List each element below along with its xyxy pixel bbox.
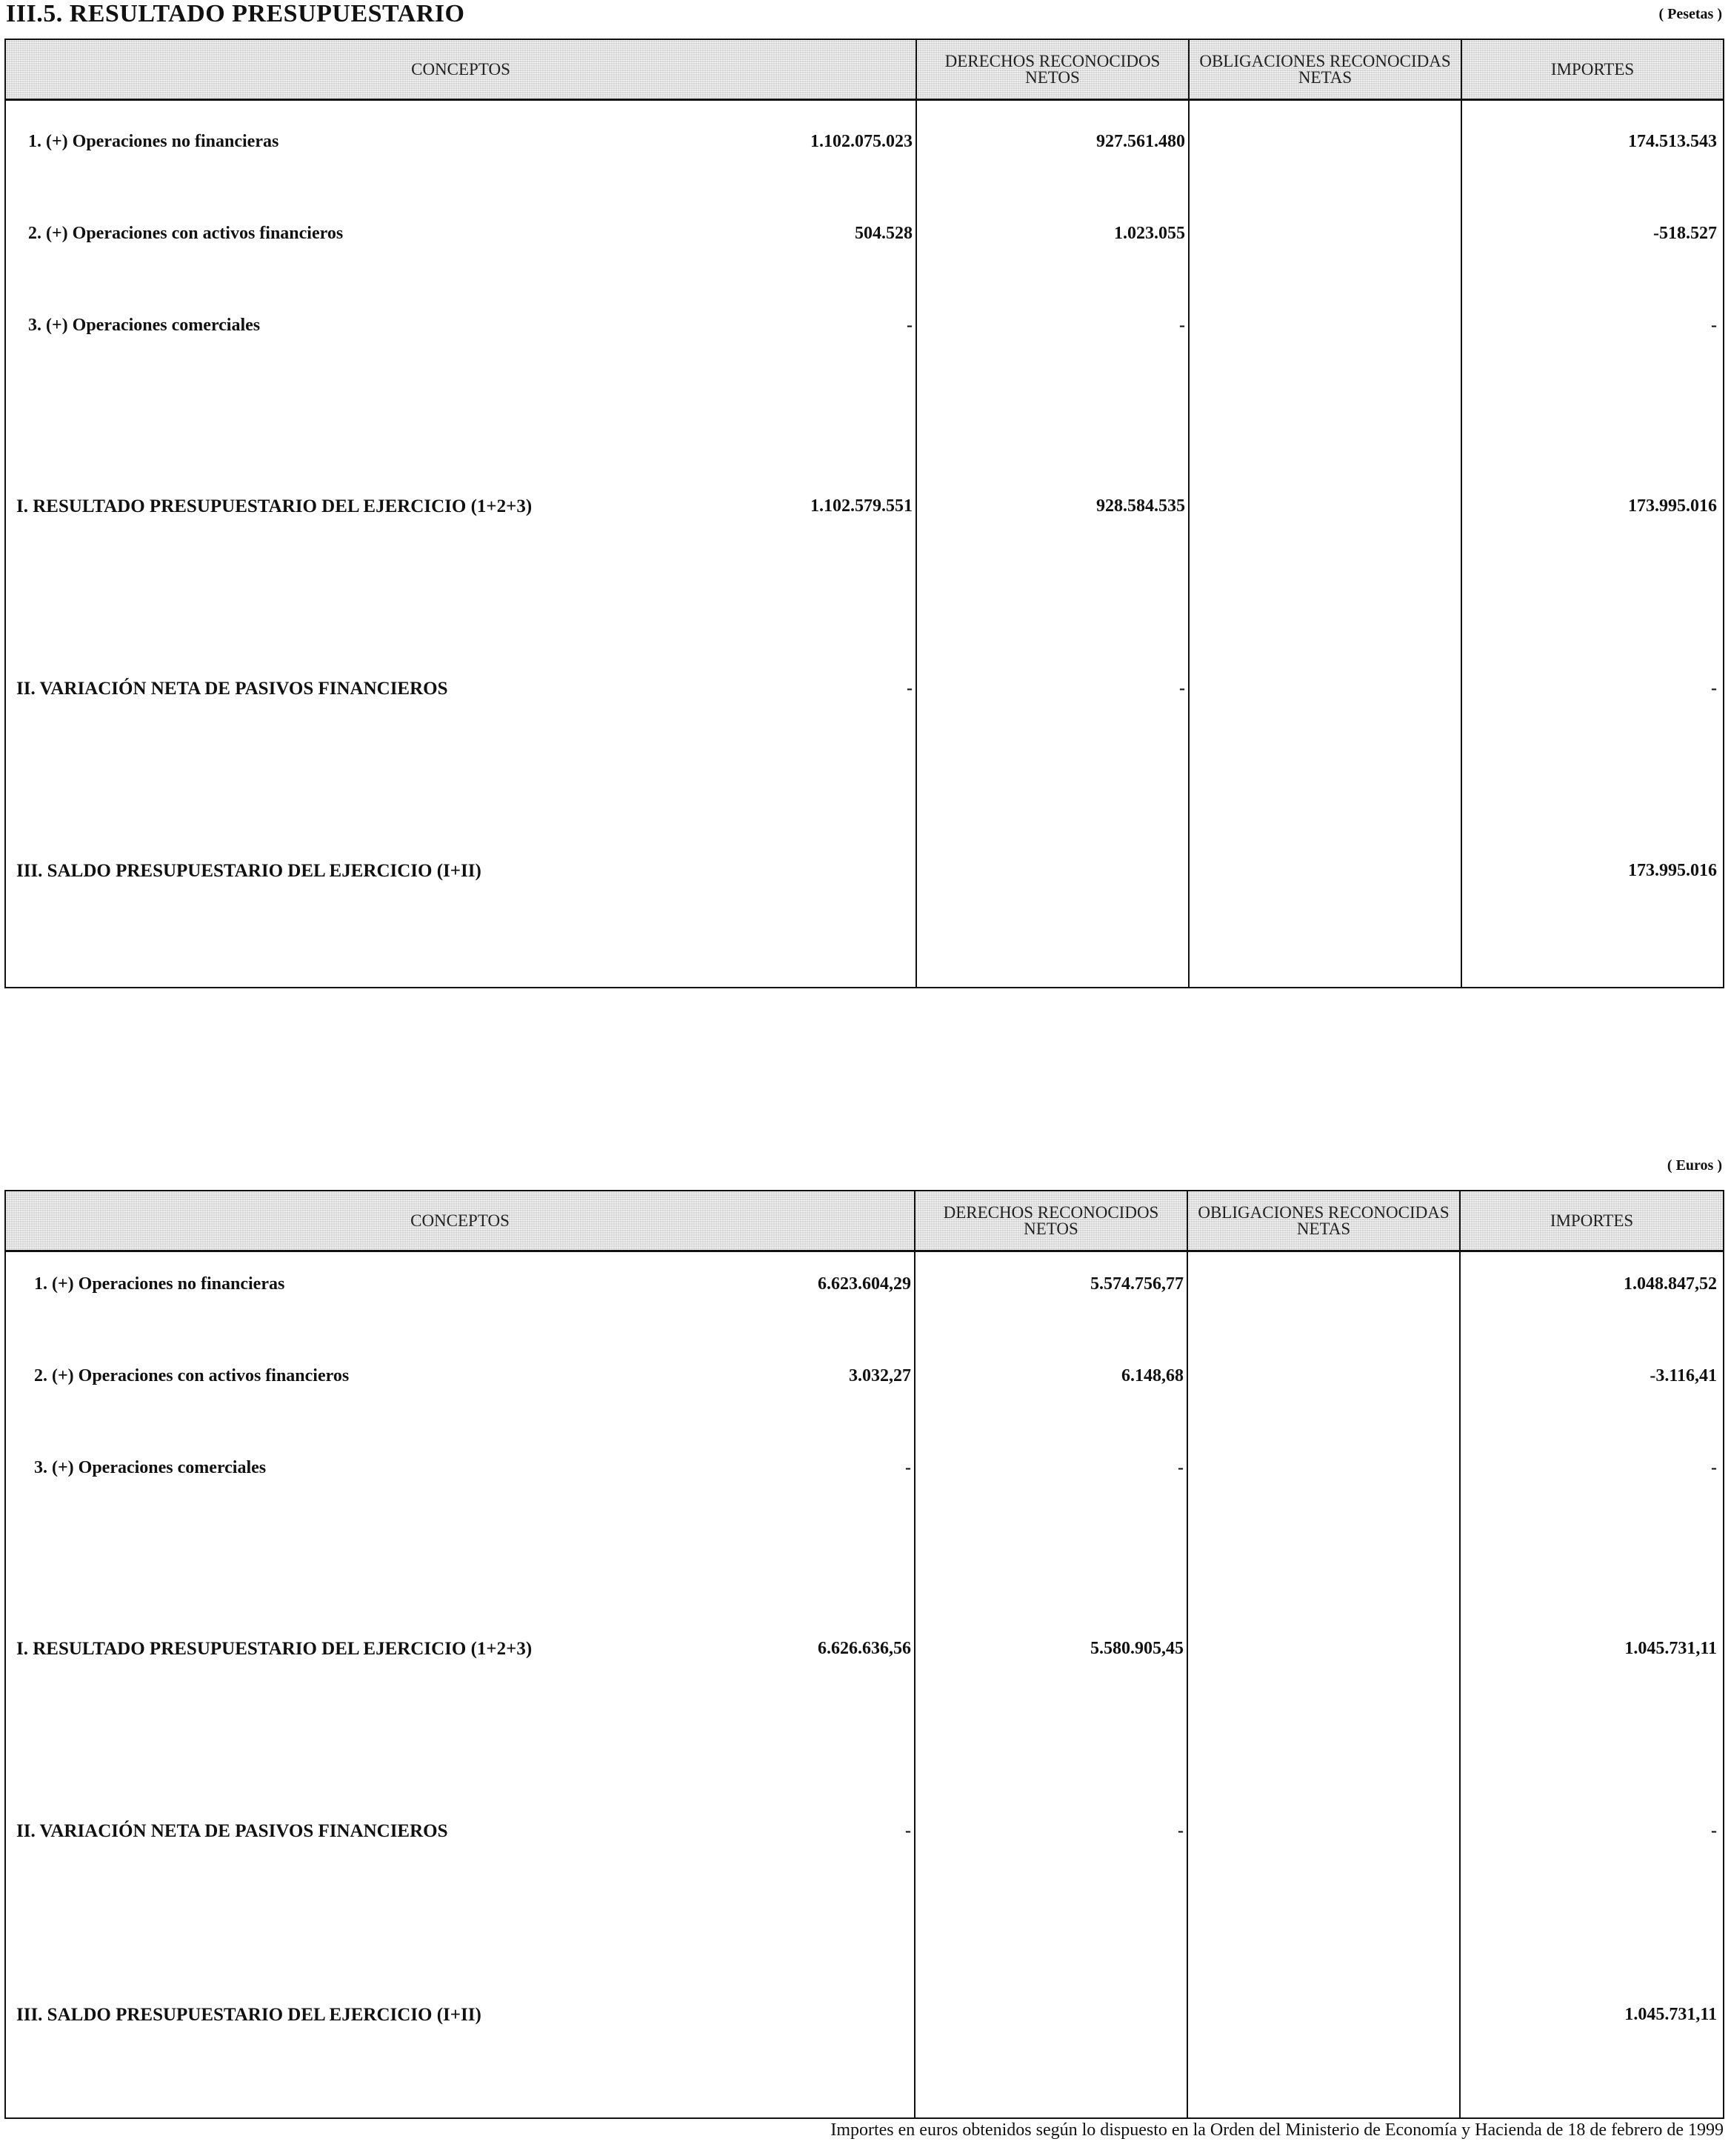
- budget-table-pesetas: [4, 39, 1724, 988]
- importes-value: -: [1711, 316, 1717, 335]
- importes-value: -: [1711, 1821, 1717, 1840]
- derechos-value: 504.528: [855, 224, 913, 243]
- budget-table-euros: [4, 1190, 1724, 2119]
- footnote: Importes en euros obtenidos según lo dispuesto en la Orden del Ministerio de Economía y Hacienda de 18 de febrero de 1999: [830, 2120, 1724, 2140]
- column-divider: [914, 1191, 915, 2117]
- table-unit-pesetas: ( Pesetas ): [1658, 6, 1722, 22]
- derechos-value: 6.623.604,29: [818, 1274, 911, 1294]
- row-label: I. RESULTADO PRESUPUESTARIO DEL EJERCICIO (1+2+3): [16, 1639, 533, 1659]
- column-header-conceptos: CONCEPTOS: [410, 1211, 510, 1230]
- row-label: II. VARIACIÓN NETA DE PASIVOS FINANCIEROS: [16, 1821, 448, 1841]
- column-header-derechos: DERECHOS RECONOCIDOS NETOS: [944, 51, 1161, 87]
- importes-value: 1.048.847,52: [1624, 1274, 1717, 1294]
- column-header-importes: IMPORTES: [1550, 59, 1635, 79]
- obligaciones-value: 5.574.756,77: [1090, 1274, 1184, 1294]
- row-label: 2. (+) Operaciones con activos financieros: [28, 224, 344, 243]
- derechos-value: -: [907, 316, 913, 335]
- obligaciones-value: -: [1179, 679, 1185, 698]
- column-header-obligaciones: OBLIGACIONES RECONOCIDAS NETAS: [1198, 1202, 1450, 1238]
- column-divider: [1187, 1191, 1188, 2117]
- obligaciones-value: 927.561.480: [1096, 132, 1185, 151]
- obligaciones-value: 5.580.905,45: [1090, 1639, 1184, 1658]
- column-header-derechos: DERECHOS RECONOCIDOS NETOS: [943, 1202, 1159, 1238]
- row-label: 3. (+) Operaciones comerciales: [34, 1458, 267, 1477]
- row-label: 3. (+) Operaciones comerciales: [28, 316, 261, 335]
- table-header: [6, 40, 1723, 101]
- row-label: II. VARIACIÓN NETA DE PASIVOS FINANCIEROS: [16, 679, 448, 699]
- column-divider: [1188, 40, 1190, 987]
- derechos-value: -: [907, 679, 913, 698]
- obligaciones-value: 6.148,68: [1121, 1366, 1184, 1385]
- column-divider: [1459, 1191, 1461, 2117]
- importes-value: 1.045.731,11: [1624, 1639, 1717, 1658]
- obligaciones-value: -: [1178, 1821, 1184, 1840]
- table-header: [6, 1191, 1723, 1252]
- derechos-value: -: [905, 1458, 911, 1477]
- column-header-conceptos: CONCEPTOS: [411, 59, 510, 79]
- column-header-obligaciones: OBLIGACIONES RECONOCIDAS NETAS: [1199, 51, 1451, 87]
- derechos-value: 3.032,27: [849, 1366, 911, 1385]
- column-divider: [1461, 40, 1462, 987]
- row-label: 1. (+) Operaciones no financieras: [28, 132, 279, 151]
- importes-value: -: [1711, 679, 1717, 698]
- importes-value: 174.513.543: [1628, 132, 1717, 151]
- derechos-value: 6.626.636,56: [818, 1639, 911, 1658]
- page-title: III.5. RESULTADO PRESUPUESTARIO: [6, 0, 465, 27]
- obligaciones-value: 928.584.535: [1096, 496, 1185, 516]
- table-unit-euros: ( Euros ): [1667, 1157, 1722, 1174]
- column-divider: [915, 40, 917, 987]
- importes-value: -3.116,41: [1650, 1366, 1717, 1385]
- row-label: I. RESULTADO PRESUPUESTARIO DEL EJERCICIO (1+2+3): [16, 496, 533, 516]
- derechos-value: 1.102.075.023: [810, 132, 913, 151]
- obligaciones-value: -: [1178, 1458, 1184, 1477]
- derechos-value: 1.102.579.551: [810, 496, 913, 516]
- row-label: III. SALDO PRESUPUESTARIO DEL EJERCICIO (I+II): [16, 2005, 481, 2025]
- row-label: 1. (+) Operaciones no financieras: [34, 1274, 285, 1294]
- column-header-importes: IMPORTES: [1550, 1211, 1634, 1230]
- row-label: 2. (+) Operaciones con activos financieros: [34, 1366, 350, 1385]
- obligaciones-value: -: [1179, 316, 1185, 335]
- derechos-value: -: [905, 1821, 911, 1840]
- importes-value: 1.045.731,11: [1624, 2005, 1717, 2024]
- obligaciones-value: 1.023.055: [1114, 224, 1185, 243]
- importes-value: 173.995.016: [1628, 496, 1717, 516]
- importes-value: -: [1711, 1458, 1717, 1477]
- row-label: III. SALDO PRESUPUESTARIO DEL EJERCICIO (I+II): [16, 861, 481, 881]
- importes-value: 173.995.016: [1628, 861, 1717, 880]
- importes-value: -518.527: [1653, 224, 1717, 243]
